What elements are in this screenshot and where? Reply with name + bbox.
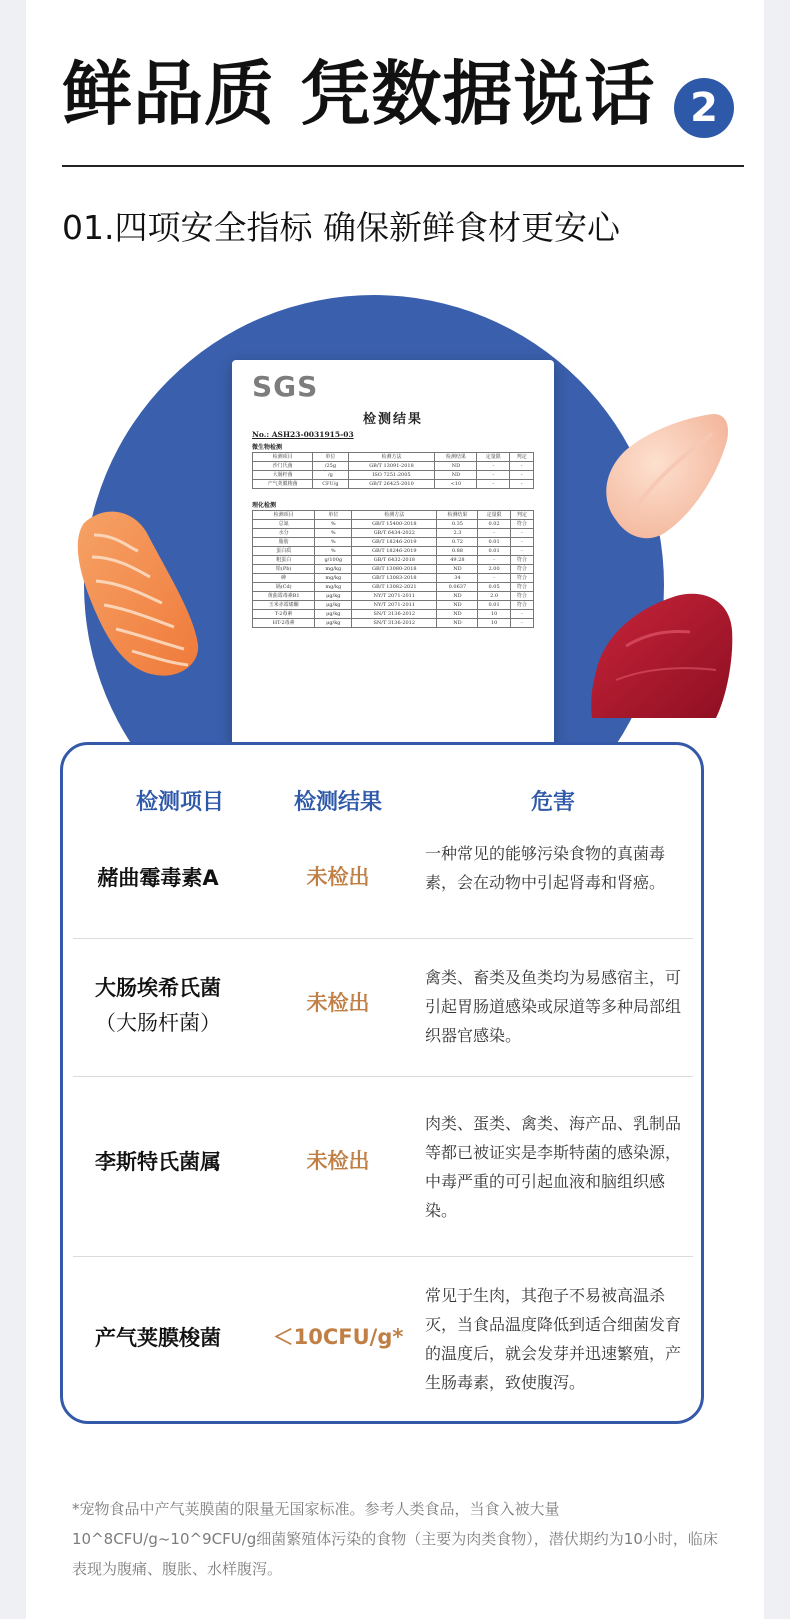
certificate-section-micro: 微生物检测 [252,444,283,451]
certificate-cell: 检测项目 [253,453,313,462]
certificate-cell: 产气荚膜梭菌 [253,480,313,489]
hero-illustration [26,280,764,750]
certificate-cell: - [510,610,533,619]
row-harm-text: 一种常见的能够污染食物的真菌毒素，会在动物中引起肾毒和肾癌。 [425,844,666,892]
certificate-micro-table [252,452,534,489]
certificate-cell: GB/T 26425-2010 [348,480,435,489]
certificate-cell: 符合 [510,574,533,583]
certificate-cell: ND [435,471,477,480]
certificate-cell: 定量限 [477,453,510,462]
header-harm: 危害 [530,790,575,815]
certificate-cell: GB/T 13083-2018 [352,574,437,583]
certificate-cell: μg/kg [315,592,352,601]
row-result: ＜10CFU/g* [272,1325,404,1349]
section-subtitle: 01.四项安全指标 确保新鲜食材更安心 [62,208,620,247]
certificate-cell: 单位 [313,453,348,462]
certificate-cell: - [477,480,510,489]
certificate-cell: 0.88 [437,547,478,556]
certificate-cell: μg/kg [315,610,352,619]
page-title: 鲜品质 凭数据说话 [62,53,656,135]
row-result: 未检出 [306,1149,370,1173]
section-number-badge: 2 [674,78,734,138]
certificate-cell: 0.0637 [437,583,478,592]
header-test-item: 检测项目 [135,790,224,815]
header-test-result: 检测结果 [293,790,382,815]
certificate-report-number: No.: ASH23-0031915-03 [252,430,354,439]
certificate-cell: 2.0 [478,592,510,601]
certificate-cell: 玉米赤霉烯酮 [253,601,315,610]
certificate-cell: GB/T 6434-2022 [352,529,437,538]
chicken-breast-image [596,410,736,550]
certificate-cell: - [510,529,533,538]
certificate-cell: g/100g [315,556,352,565]
certificate-cell: SN/T 3136-2012 [352,610,437,619]
salmon-image [66,495,206,680]
certificate-cell: - [478,556,510,565]
certificate-section-chem: 理化检测 [252,502,277,509]
certificate-cell: GB/T 13080-2018 [352,565,437,574]
certificate-chem-table [252,510,534,628]
certificate-cell: - [510,538,533,547]
certificate-cell: ND [437,565,478,574]
certificate-row [253,471,534,480]
certificate-cell: 检测项目 [253,511,315,520]
sgs-certificate [232,360,554,780]
certificate-cell: 黄曲霉毒素B1 [253,592,315,601]
certificate-cell: 符合 [510,583,533,592]
certificate-cell: 0.72 [437,538,478,547]
certificate-cell: % [315,520,352,529]
certificate-cell: 铅(Pb) [253,565,315,574]
page [26,0,764,1619]
certificate-cell: - [477,462,510,471]
certificate-cell: 定量限 [478,511,510,520]
certificate-cell: 34 [437,574,478,583]
certificate-cell: μg/kg [315,619,352,628]
certificate-cell: 总氮 [253,520,315,529]
row-result: 未检出 [306,865,370,889]
certificate-row [253,619,534,628]
certificate-row [253,583,534,592]
row-item-name [73,971,243,1041]
row-harm-text: 常见于生肉，其孢子不易被高温杀灭，当食品温度降低到适合细菌发育的温度后，就会发芽并迅速繁殖，产生肠毒素，致使腹泻。 [425,1286,682,1392]
certificate-cell: 符合 [510,556,533,565]
certificate-cell: HT-2毒素 [253,619,315,628]
table-row [73,821,693,939]
certificate-title: 检测结果 [362,412,423,427]
certificate-cell: GB/T 18246-2019 [352,538,437,547]
certificate-cell: 镉(Cd) [253,583,315,592]
certificate-cell: - [478,574,510,583]
certificate-cell: 2.00 [478,565,510,574]
certificate-cell: NY/T 2071-2011 [352,592,437,601]
certificate-row [253,462,534,471]
certificate-cell: 0.01 [478,547,510,556]
certificate-row [253,529,534,538]
certificate-cell: 砷 [253,574,315,583]
sgs-logo: SGS [252,370,319,403]
certificate-cell: mg/kg [315,565,352,574]
certificate-cell: 检测结果 [435,453,477,462]
certificate-cell: CFU/g [313,480,348,489]
certificate-row [253,601,534,610]
certificate-cell: - [478,529,510,538]
row-item-title: 大肠埃希氏菌 [95,976,221,1000]
footnote: *宠物食品中产气荚膜菌的限量无国家标准。参考人类食品，当食入被大量10^8CFU/g~10^9CFU/g细菌繁殖体污染的食物（主要为肉类食物），潜伏期约为10小时，临床表现为腹痛、腹胀、水样腹泻。 [72,1500,718,1578]
beef-image [586,580,736,720]
certificate-cell: 符合 [510,592,533,601]
certificate-cell: % [315,547,352,556]
certificate-row [253,538,534,547]
certificate-row [253,610,534,619]
certificate-cell: SN/T 3136-2012 [352,619,437,628]
row-item-name: 赭曲霉毒素A [97,866,219,890]
certificate-cell: /g [313,471,348,480]
certificate-row [253,547,534,556]
certificate-cell: 0.35 [437,520,478,529]
certificate-cell: 49.28 [437,556,478,565]
certificate-cell: % [315,529,352,538]
certificate-cell: 粗蛋白 [253,556,315,565]
certificate-cell: 2.3 [437,529,478,538]
certificate-row [253,592,534,601]
certificate-cell: NY/T 2071-2011 [352,601,437,610]
certificate-cell: GB/T 18246-2019 [352,547,437,556]
certificate-cell: /25g [313,462,348,471]
certificate-cell: - [510,480,534,489]
certificate-row [253,511,534,520]
certificate-cell: 0.02 [478,520,510,529]
certificate-cell: <10 [435,480,477,489]
certificate-row [253,565,534,574]
certificate-cell: 沙门氏菌 [253,462,313,471]
table-row [73,1257,693,1417]
table-row [73,939,693,1077]
certificate-cell: - [510,547,533,556]
certificate-cell: 符合 [510,565,533,574]
certificate-cell: % [315,538,352,547]
certificate-cell: 蛋白质 [253,547,315,556]
table-row [73,1077,693,1257]
certificate-row [253,556,534,565]
certificate-cell: 判定 [510,511,533,520]
certificate-cell: 10 [478,610,510,619]
certificate-cell: - [510,462,534,471]
certificate-cell: 检测方法 [348,453,435,462]
certificate-row [253,520,534,529]
test-results-panel [60,742,704,1424]
certificate-cell: ND [437,610,478,619]
certificate-cell: GB/T 6432-2018 [352,556,437,565]
certificate-cell: 水分 [253,529,315,538]
certificate-cell: ND [437,601,478,610]
certificate-cell: T-2毒素 [253,610,315,619]
certificate-row [253,480,534,489]
certificate-cell: GB/T 13091-2018 [348,462,435,471]
title-divider [62,165,744,167]
certificate-cell: 判定 [510,453,534,462]
row-item-name: 李斯特氏菌属 [95,1150,221,1174]
row-harm-text: 禽类、畜类及鱼类均为易感宿主，可引起胃肠道感染或尿道等多种局部组织器官感染。 [425,968,682,1045]
certificate-cell: 脂肪 [253,538,315,547]
certificate-cell: 检测结果 [437,511,478,520]
certificate-cell: - [510,471,534,480]
certificate-cell: mg/kg [315,583,352,592]
certificate-cell: ISO 7251:2005 [348,471,435,480]
certificate-cell: 检测方法 [352,511,437,520]
certificate-row [253,453,534,462]
certificate-cell: μg/kg [315,601,352,610]
certificate-cell: 符合 [510,520,533,529]
row-item-name: 产气荚膜梭菌 [95,1326,221,1350]
certificate-cell: ND [437,592,478,601]
certificate-cell: GB/T 13082-2021 [352,583,437,592]
certificate-cell: ND [437,619,478,628]
certificate-cell: 10 [478,619,510,628]
row-harm-text: 肉类、蛋类、禽类、海产品、乳制品等都已被证实是李斯特菌的感染源，中毒严重的可引起血液和脑组织感染。 [425,1114,682,1220]
row-result: 未检出 [306,991,370,1015]
row-item-note: （大肠杆菌） [95,1011,221,1035]
certificate-cell: GB/T 15400-2018 [352,520,437,529]
certificate-cell: 单位 [315,511,352,520]
certificate-row [253,574,534,583]
certificate-cell: - [477,471,510,480]
certificate-cell: 大肠杆菌 [253,471,313,480]
certificate-cell: 符合 [510,601,533,610]
certificate-cell: 0.01 [478,601,510,610]
certificate-cell: mg/kg [315,574,352,583]
certificate-cell: - [510,619,533,628]
certificate-cell: 0.05 [478,583,510,592]
certificate-cell: 0.01 [478,538,510,547]
certificate-cell: ND [435,462,477,471]
